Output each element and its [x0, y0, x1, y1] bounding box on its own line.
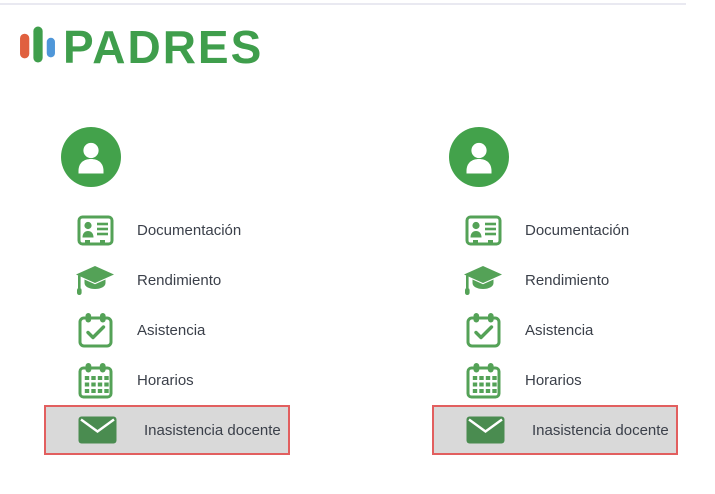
student-card-2: [432, 127, 678, 455]
menu-item-label: Documentación: [525, 221, 630, 239]
calendar-grid-icon: [462, 362, 504, 399]
menu-item-asistencia[interactable]: [44, 305, 290, 355]
id-card-icon: [74, 215, 116, 246]
menu-item-label: Inasistencia docente: [532, 421, 669, 439]
menu-item-rendimiento[interactable]: [432, 255, 678, 305]
menu-item-label: Rendimiento: [525, 271, 610, 289]
student-avatar[interactable]: [61, 127, 121, 187]
menu-item-label: Documentación: [137, 221, 242, 239]
id-card-icon: [462, 215, 504, 246]
envelope-icon: [76, 416, 118, 444]
person-icon: [449, 174, 509, 191]
menu-item-label: Rendimiento: [137, 271, 222, 289]
menu-item-documentacion[interactable]: [432, 205, 678, 255]
app-title: PADRES: [63, 21, 264, 73]
graduation-cap-icon: [462, 264, 504, 296]
menu-item-label: Inasistencia docente: [144, 421, 281, 439]
calendar-check-icon: [462, 312, 504, 348]
person-icon: [61, 174, 121, 191]
menu-item-horarios[interactable]: [44, 355, 290, 405]
menu-item-label: Asistencia: [525, 321, 594, 339]
bar-chart-logo-icon: [19, 26, 56, 69]
menu-item-label: Asistencia: [137, 321, 206, 339]
top-divider: [0, 3, 686, 5]
menu-item-label: Horarios: [137, 371, 194, 389]
graduation-cap-icon: [74, 264, 116, 296]
menu-item-label: Horarios: [525, 371, 582, 389]
calendar-grid-icon: [74, 362, 116, 399]
menu-item-documentacion[interactable]: [44, 205, 290, 255]
student-columns: [44, 127, 678, 455]
menu-item-inasistencia-docente-highlighted[interactable]: [432, 405, 678, 455]
menu-item-rendimiento[interactable]: [44, 255, 290, 305]
menu-item-inasistencia-docente-highlighted[interactable]: [44, 405, 290, 455]
menu-item-asistencia[interactable]: [432, 305, 678, 355]
calendar-check-icon: [74, 312, 116, 348]
student-avatar[interactable]: [449, 127, 509, 187]
student-menu: [432, 205, 678, 455]
envelope-icon: [464, 416, 506, 444]
student-card-1: [44, 127, 290, 455]
menu-item-horarios[interactable]: [432, 355, 678, 405]
app-logo: [19, 21, 264, 73]
student-menu: [44, 205, 290, 455]
